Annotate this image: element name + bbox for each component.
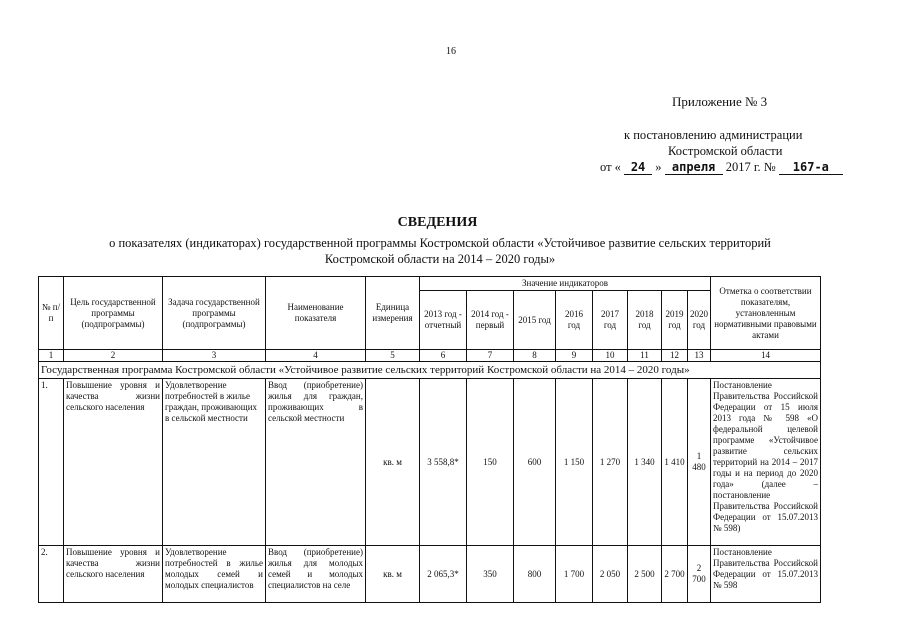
column-number: 9 (556, 350, 593, 362)
appendix-label: Приложение № 3 (672, 94, 768, 109)
header-mark: Отметка о соответствии показателям, установленным нормативными правовыми актами (711, 277, 821, 350)
row-value-2018: 2 500 (628, 546, 662, 603)
row-value-2014: 150 (467, 379, 514, 546)
row-num: 1. (39, 379, 64, 546)
header-2020: 2020 год (688, 291, 711, 350)
document-title: СВЕДЕНИЯ (397, 215, 478, 230)
decree-day: 24 (624, 160, 652, 175)
column-number: 2 (64, 350, 163, 362)
row-num: 2. (39, 546, 64, 603)
row-indicator: Ввод (приобретение) жилья для граждан, проживающих в сельской местности (266, 379, 366, 546)
row-value-2018: 1 340 (628, 379, 662, 546)
table-row (39, 546, 821, 603)
column-number: 8 (514, 350, 556, 362)
header-task: Задача государственной программы (подпрограммы) (163, 277, 266, 350)
decree-month: апреля (665, 160, 723, 175)
header-num: № п/п (39, 277, 64, 350)
header-2018: 2018 год (628, 291, 662, 350)
row-value-2013: 2 065,3* (420, 546, 467, 603)
page-number: 16 (446, 46, 456, 57)
decree-line-2: Костромской области (668, 144, 783, 158)
row-unit: кв. м (366, 546, 420, 603)
column-number: 6 (420, 350, 467, 362)
row-task: Удовлетворение потребностей в жилье граждан, проживающих в сельской местности (163, 379, 266, 546)
program-row: Государственная программа Костромской области «Устойчивое развитие сельских территорий Костромской области на 2014 – 2020 годы» (39, 362, 821, 379)
column-number: 3 (163, 350, 266, 362)
subtitle-line-1: о показателях (индикаторах) государственной программы Костромской области «Устойчивое развитие сельских территорий (109, 236, 771, 250)
row-mark: Постановление Правительства Российской Федерации от 15.07.2013 № 598 (711, 546, 821, 603)
column-number: 5 (366, 350, 420, 362)
decree-year: 2017 г. № (725, 160, 776, 174)
header-2015: 2015 год (514, 291, 556, 350)
row-value-2019: 2 700 (662, 546, 688, 603)
table-row (39, 379, 821, 546)
row-unit: кв. м (366, 379, 420, 546)
header-2017: 2017 год (593, 291, 628, 350)
row-task: Удовлетворение потребностей в жилье молодых семей и молодых специалистов (163, 546, 266, 603)
row-value-2017: 2 050 (593, 546, 628, 603)
row-goal: Повышение уровня и качества жизни сельского населения (64, 546, 163, 603)
row-value-2013: 3 558,8* (420, 379, 467, 546)
subtitle-line-2: Костромской области на 2014 – 2020 годы» (324, 252, 556, 266)
header-unit: Единица измерения (366, 277, 420, 350)
header-2014: 2014 год - первый (467, 291, 514, 350)
decree-line-1: к постановлению администрации (624, 128, 803, 142)
header-indicator: Наименование показателя (266, 277, 366, 350)
row-value-2020: 1 480 (688, 379, 711, 546)
row-value-2015: 800 (514, 546, 556, 603)
decree-number: 167-а (779, 160, 843, 175)
column-number: 11 (628, 350, 662, 362)
column-number: 12 (662, 350, 688, 362)
row-value-2016: 1 700 (556, 546, 593, 603)
row-indicator: Ввод (приобретение) жилья для молодых семей и молодых специалистов на селе (266, 546, 366, 603)
row-value-2020: 2 700 (688, 546, 711, 603)
header-goal: Цель государственной программы (подпрограммы) (64, 277, 163, 350)
date-mid: » (655, 160, 662, 174)
decree-date-line (600, 160, 843, 175)
column-number: 1 (39, 350, 64, 362)
row-value-2016: 1 150 (556, 379, 593, 546)
header-2019: 2019 год (662, 291, 688, 350)
column-number: 13 (688, 350, 711, 362)
column-number: 7 (467, 350, 514, 362)
row-mark: Постановление Правительства Российской Федерации от 15 июля 2013 года № 598 «О федеральной целевой программе «Устойчивое развитие сельских территорий на 2014 – 2017 годы и на период до 2020 года» (далее – постановление Правительства Российской Федерации от 15.07.2013 № 598) (711, 379, 821, 546)
column-number: 14 (711, 350, 821, 362)
date-prefix: от « (600, 160, 621, 174)
row-goal: Повышение уровня и качества жизни сельского населения (64, 379, 163, 546)
column-numbers-row (39, 350, 821, 362)
row-value-2015: 600 (514, 379, 556, 546)
header-2016: 2016 год (556, 291, 593, 350)
column-number: 4 (266, 350, 366, 362)
indicators-table (38, 276, 821, 603)
document-subtitle (40, 235, 840, 267)
row-value-2014: 350 (467, 546, 514, 603)
column-number: 10 (593, 350, 628, 362)
header-values-group: Значение индикаторов (420, 277, 711, 291)
row-value-2019: 1 410 (662, 379, 688, 546)
header-2013: 2013 год - отчетный (420, 291, 467, 350)
row-value-2017: 1 270 (593, 379, 628, 546)
